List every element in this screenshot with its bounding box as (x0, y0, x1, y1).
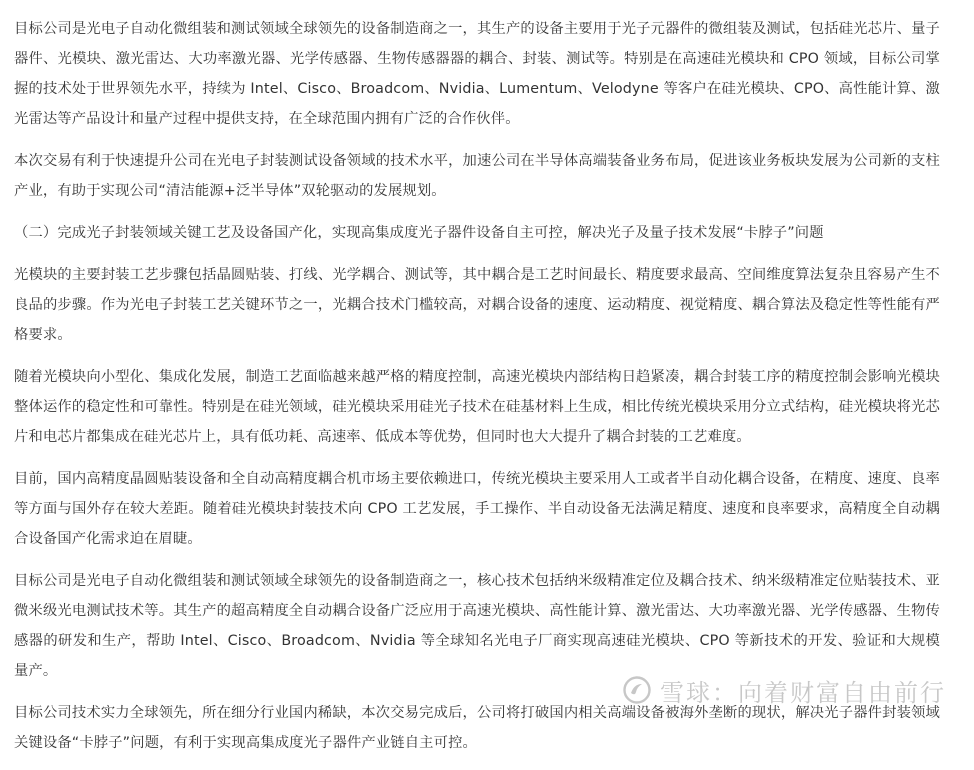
article-body (14, 14, 940, 770)
paragraph-transaction-benefit: 本次交易有利于快速提升公司在光电子封装测试设备领域的技术水平，加速公司在半导体高端装备业务布局，促进该业务板块发展为公司新的支柱产业，有助于实现公司“清洁能源+泛半导体”双轮驱动的发展规划。 (14, 153, 940, 199)
paragraph-conclusion: 目标公司技术实力全球领先，所在细分行业国内稀缺，本次交易完成后，公司将打破国内相关高端设备被海外垄断的现状，解决光子器件封装领域关键设备“卡脖子”问题，有利于实现高集成度光子器件产业链自主可控。 (14, 705, 940, 751)
paragraph-core-technology: 目标公司是光电子自动化微组装和测试领域全球领先的设备制造商之一，核心技术包括纳米级精准定位及耦合技术、纳米级精准定位贴装技术、亚微米级光电测试技术等。其生产的超高精度全自动耦合设备广泛应用于高速光模块、高性能计算、激光雷达、大功率激光器、光学传感器、生物传感器的研发和生产，帮助 Intel、Cisco、Broadcom、Nvidia 等全球知名光电子厂商实现高速硅光模块、CPO 等新技术的开发、验证和大规模量产。 (14, 573, 940, 679)
paragraph-miniaturization: 随着光模块向小型化、集成化发展，制造工艺面临越来越严格的精度控制，高速光模块内部结构日趋紧凑，耦合封装工序的精度控制会影响光模块整体运作的稳定性和可靠性。特别是在硅光领域，硅光模块采用硅光子技术在硅基材料上生成，相比传统光模块采用分立式结构，硅光模块将光芯片和电芯片都集成在硅光芯片上，具有低功耗、高速率、低成本等优势，但同时也大大提升了耦合封装的工艺难度。 (14, 369, 940, 445)
section-heading: （二）完成光子封装领域关键工艺及设备国产化，实现高集成度光子器件设备自主可控，解决光子及量子技术发展“卡脖子”问题 (14, 225, 824, 241)
paragraph-intro-company: 目标公司是光电子自动化微组装和测试领域全球领先的设备制造商之一，其生产的设备主要用于光子元器件的微组装及测试，包括硅光芯片、量子器件、光模块、激光雷达、大功率激光器、光学传感器、生物传感器器的耦合、封装、测试等。特别是在高速硅光模块和 CPO 领域，目标公司掌握的技术处于世界领先水平，持续为 Intel、Cisco、Broadcom、Nvidia、Lumentum、Velodyne 等客户在硅光模块、CPO、高性能计算、激光雷达等产品设计和量产过程中提供支持，在全球范围内拥有广泛的合作伙伴。 (14, 21, 940, 127)
paragraph-packaging-process: 光模块的主要封装工艺步骤包括晶圆贴装、打线、光学耦合、测试等，其中耦合是工艺时间最长、精度要求最高、空间维度算法复杂且容易产生不良品的步骤。作为光电子封装工艺关键环节之一，光耦合技术门槛较高，对耦合设备的速度、运动精度、视觉精度、耦合算法及稳定性等性能有严格要求。 (14, 267, 940, 343)
paragraph-domestic-market: 目前，国内高精度晶圆贴装设备和全自动高精度耦合机市场主要依赖进口，传统光模块主要采用人工或者半自动化耦合设备，在精度、速度、良率等方面与国外存在较大差距。随着硅光模块封装技术向 CPO 工艺发展，手工操作、半自动设备无法满足精度、速度和良率要求，高精度全自动耦合设备国产化需求迫在眉睫。 (14, 471, 940, 547)
watermark-text: 雪球：向着财富自由前行 (660, 678, 946, 707)
